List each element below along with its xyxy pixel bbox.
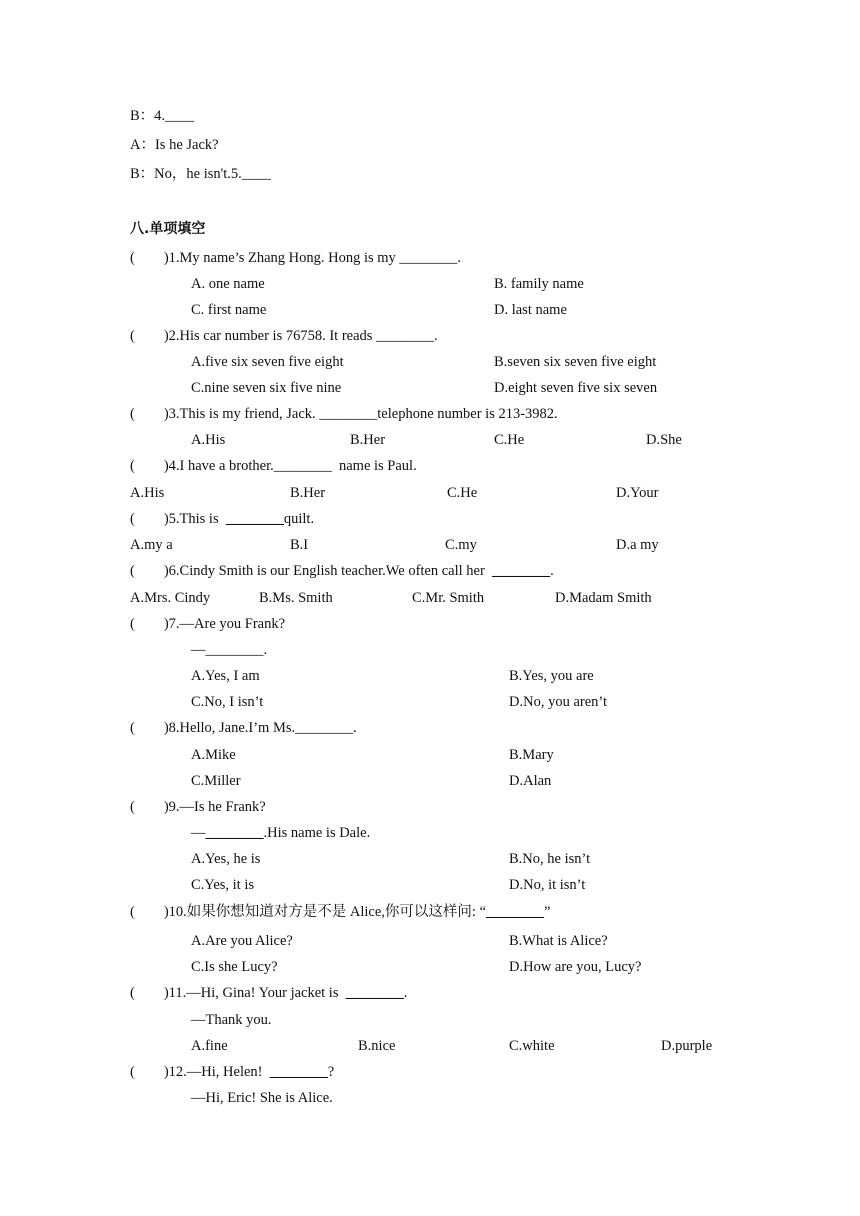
answer-blank: ________ [486,904,545,920]
q1-option-b: B. family name [494,276,584,292]
q8-option-a: A.Mike [191,747,236,763]
q7-option-b: B.Yes, you are [509,668,594,684]
q11-option-d: D.purple [661,1038,713,1054]
answer-blank: ________ [345,985,404,1001]
answer-blank: ________ [492,563,551,579]
q9-option-a: A.Yes, he is [191,851,261,867]
q5-option-a: A.my a [130,537,173,553]
q2-option-d: D.eight seven five six seven [494,380,658,396]
q6-option-a: A.Mrs. Cindy [130,590,211,606]
question-8: ( )8.Hello, Jane.I’m Ms.________. [130,720,357,736]
q7-option-c: C.No, I isn’t [191,694,264,710]
question-1: ( )1.My name’s Zhang Hong. Hong is my ________. [130,250,462,266]
q9-option-c: C.Yes, it is [191,877,254,893]
q10-option-d: D.How are you, Lucy? [509,959,642,975]
q6-option-d: D.Madam Smith [555,590,652,606]
q4-option-d: D.Your [616,485,659,501]
question-5: ( )5.This is ________quilt. [130,511,315,527]
q2-option-b: B.seven six seven five eight [494,354,657,370]
q6-option-b: B.Ms. Smith [259,590,333,606]
section-title: 八.单项填空 [130,221,206,237]
question-12: ( )12.—Hi, Helen! ________? [130,1064,335,1080]
q12-reply: —Hi, Eric! She is Alice. [191,1090,333,1106]
question-3: ( )3.This is my friend, Jack. ________telephone number is 213-3982. [130,406,558,422]
q4-option-b: B.Her [290,485,326,501]
q5-option-b: B.I [290,537,309,553]
question-2: ( )2.His car number is 76758. It reads ________. [130,328,438,344]
q2-option-c: C.nine seven six five nine [191,380,342,396]
q9-reply: —________.His name is Dale. [191,825,371,841]
question-4: ( )4.I have a brother.________ name is Paul. [130,458,417,474]
q11-option-a: A.fine [191,1038,228,1054]
q11-reply: —Thank you. [191,1012,272,1028]
answer-blank: ________ [205,825,264,841]
q10-option-c: C.Is she Lucy? [191,959,278,975]
q9-option-d: D.No, it isn’t [509,877,586,893]
question-11: ( )11.—Hi, Gina! Your jacket is ________. [130,985,408,1001]
dialog-line-b5: B：No，he isn't.5.____ [130,166,271,182]
q10-option-a: A.Are you Alice? [191,933,293,949]
q5-option-d: D.a my [616,537,659,553]
q3-option-d: D.She [646,432,682,448]
q2-option-a: A.five six seven five eight [191,354,344,370]
q4-option-c: C.He [447,485,478,501]
answer-blank: ________ [225,511,284,527]
q6-option-c: C.Mr. Smith [412,590,485,606]
q7-reply: —________. [191,642,268,658]
q8-option-b: B.Mary [509,747,554,763]
question-7: ( )7.—Are you Frank? [130,616,286,632]
q3-option-a: A.His [191,432,226,448]
q1-option-d: D. last name [494,302,567,318]
q10-option-b: B.What is Alice? [509,933,608,949]
q11-option-c: C.white [509,1038,555,1054]
dialog-line-b4: B：4.____ [130,108,195,124]
q1-option-c: C. first name [191,302,267,318]
q8-option-c: C.Miller [191,773,241,789]
q8-option-d: D.Alan [509,773,552,789]
q9-option-b: B.No, he isn’t [509,851,591,867]
question-9: ( )9.—Is he Frank? [130,799,266,815]
q1-option-a: A. one name [191,276,265,292]
dialog-line-a: A：Is he Jack? [130,137,219,153]
q7-option-d: D.No, you aren’t [509,694,607,710]
q5-option-c: C.my [445,537,477,553]
q11-option-b: B.nice [358,1038,396,1054]
question-6: ( )6.Cindy Smith is our English teacher.We often call her ________. [130,563,554,579]
answer-blank: ________ [269,1064,328,1080]
q3-option-c: C.He [494,432,525,448]
q3-option-b: B.Her [350,432,386,448]
q4-option-a: A.His [130,485,165,501]
question-10: ( )10.如果你想知道对方是不是 Alice,你可以这样问: “________” [130,904,551,920]
q7-option-a: A.Yes, I am [191,668,260,684]
